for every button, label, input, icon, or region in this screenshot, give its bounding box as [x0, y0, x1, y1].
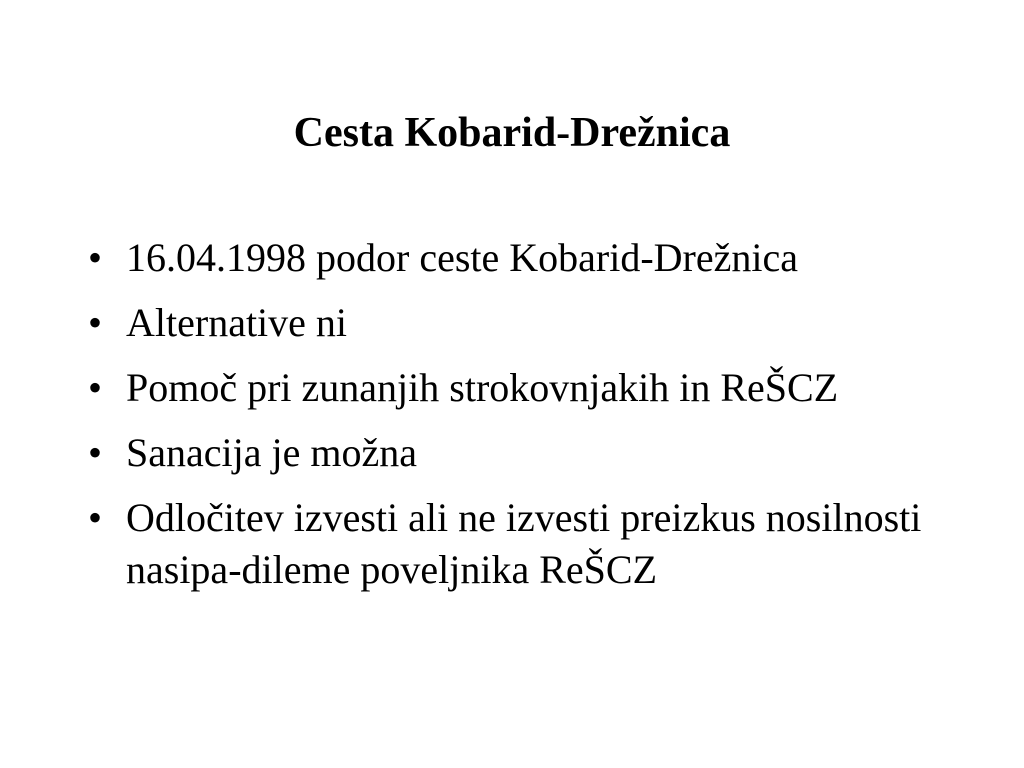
bullet-item [88, 232, 988, 284]
bullet-item [88, 492, 988, 596]
bullet-text: 16.04.1998 podor ceste Kobarid-Drežnica [126, 235, 798, 280]
bullet-text: Alternative ni [126, 300, 348, 345]
bullet-list [88, 232, 988, 609]
bullet-item [88, 427, 988, 479]
bullet-text: Odločitev izvesti ali ne izvesti preizkus nosilnosti nasipa-dileme poveljnika ReŠCZ [126, 495, 922, 592]
bullet-icon: • [88, 300, 103, 345]
bullet-icon: • [88, 495, 103, 540]
slide-title: Cesta Kobarid-Drežnica [293, 110, 731, 156]
bullet-text: Pomoč pri zunanjih strokovnjakih in ReŠCZ [126, 365, 839, 410]
bullet-icon: • [88, 365, 103, 410]
bullet-text: Sanacija je možna [126, 430, 417, 475]
bullet-icon: • [88, 235, 103, 280]
bullet-item [88, 297, 988, 349]
bullet-icon: • [88, 430, 103, 475]
bullet-item [88, 362, 988, 414]
